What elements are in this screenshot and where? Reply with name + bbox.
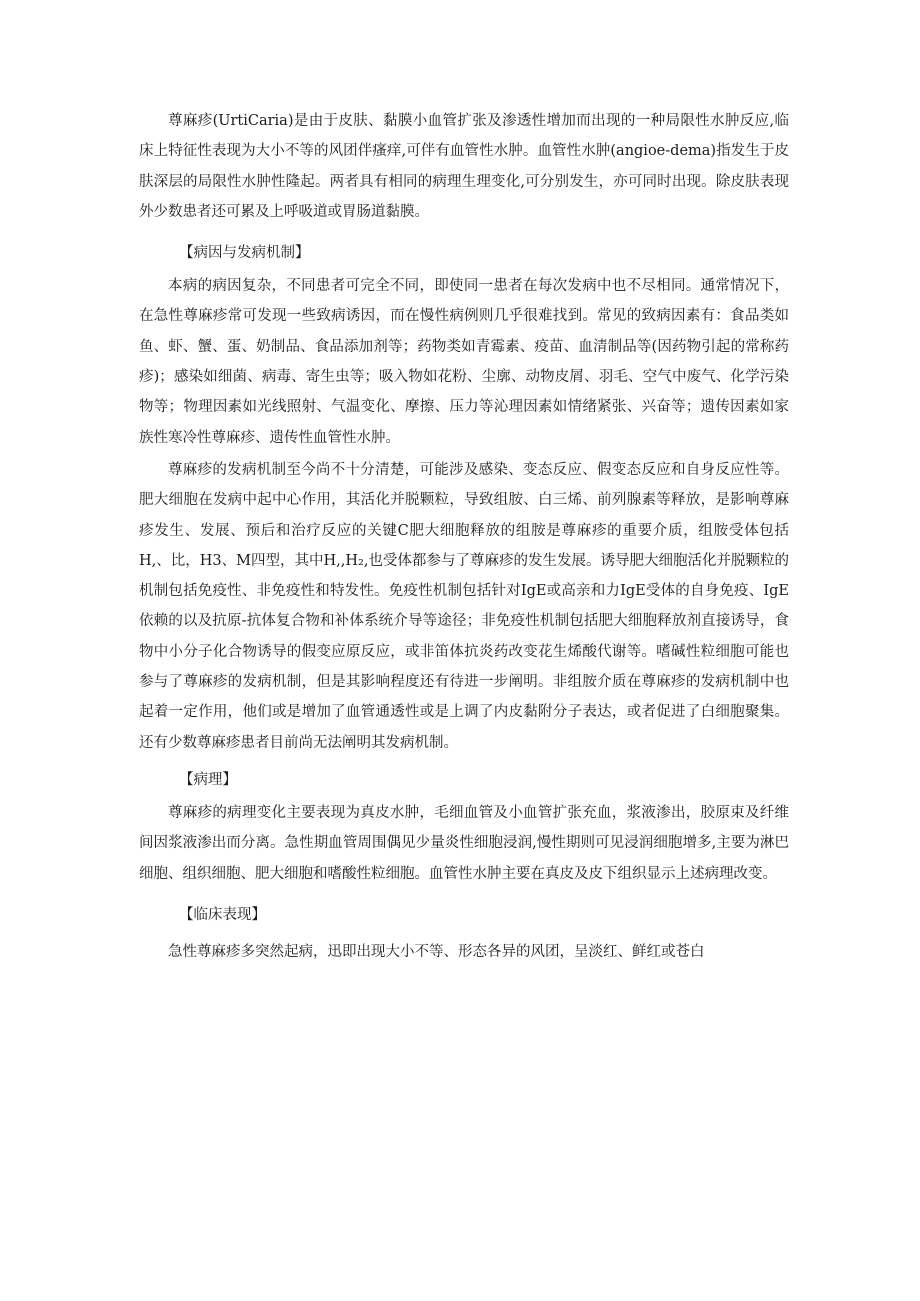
etiology-paragraph-2: 尊麻疹的发病机制至今尚不十分清楚，可能涉及感染、变态反应、假变态反应和自身反应性等。肥大细胞在发病中起中心作用，其活化并脱颗粒，导致组胺、白三烯、前列腺素等释放，是影响尊麻疹发生、发展、预后和治疗反应的关键C肥大细胞释放的组胺是尊麻疹的重要介质，组胺受体包括H,、比，H3、M四型，其中H,,H₂,也受体都参与了尊麻疹的发生发展。诱导肥大细胞活化并脱颗粒的机制包括免疫性、非免疫性和特发性。免疫性机制包括针对IgE或高亲和力IgE受体的自身免疫、IgE依赖的以及抗原-抗体复合物和补体系统介导等途径；非免疫性机制包括肥大细胞释放剂直接诱导，食物中小分子化合物诱导的假变应原反应，或非笛体抗炎药改变花生烯酸代谢等。嗜碱性粒细胞可能也参与了尊麻疹的发病机制，但是其影响程度还有待进一步阐明。非组胺介质在尊麻疹的发病机制中也起着一定作用，他们或是增加了血管通透性或是上调了内皮黏附分子表达，或者促进了白细胞聚集。还有少数尊麻疹患者目前尚无法阐明其发病机制。 [139, 461, 789, 751]
document-body [139, 106, 789, 967]
etiology-paragraph-1: 本病的病因复杂，不同患者可完全不同，即使同一患者在每次发病中也不尽相同。通常情况下，在急性尊麻疹常可发现一些致病诱因，而在慢性病例则几乎很难找到。常见的致病因素有：食品类如鱼、虾、蟹、蛋、奶制品、食品添加剂等；药物类如青霉素、疫苗、血清制品等(因药物引起的常称药疹)；感染如细菌、病毒、寄生虫等；吸入物如花粉、尘廓、动物皮屑、羽毛、空气中废气、化学污染物等；物理因素如光线照射、气温变化、摩擦、压力等沁理因素如情绪紧张、兴奋等；遗传因素如家族性寒冷性尊麻疹、遗传性血管性水肿。 [139, 278, 789, 446]
spacer [139, 889, 789, 899]
clinical-paragraph-1: 急性尊麻疹多突然起病，迅即出现大小不等、形态各异的风团，呈淡红、鲜红或苍白 [168, 943, 705, 960]
spacer [139, 227, 789, 237]
intro-paragraph: 尊麻疹(UrtiCaria)是由于皮肤、黏膜小血管扩张及渗透性增加而出现的一种局限性水肿反应,临床上特征性表现为大小不等的风团伴瘙痒,可伴有血管性水肿。血管性水肿(angioe-dema)指发生于皮肤深层的局限性水肿性隆起。两者具有相同的病理生理变化,可分别发生，亦可同时出现。除皮肤表现外少数患者还可累及上呼吸道或胃肠道黏膜。 [139, 113, 789, 220]
section-heading-etiology: 【病因与发病机制】 [179, 245, 310, 262]
section-heading-pathology: 【病理】 [179, 771, 237, 788]
section-heading-clinical: 【临床表现】 [179, 906, 266, 923]
pathology-paragraph-1: 尊麻疹的病理变化主要表现为真皮水肿，毛细血管及小血管扩张充血，浆液渗出，胶原束及纤维间因浆液渗出而分离。急性期血管周围偶见少量炎性细胞浸润,慢性期则可见浸润细胞增多,主要为淋巴细胞、组织细胞、肥大细胞和嗜酸性粒细胞。血管性水肿主要在真皮及皮下组织显示上述病理改变。 [139, 804, 789, 882]
